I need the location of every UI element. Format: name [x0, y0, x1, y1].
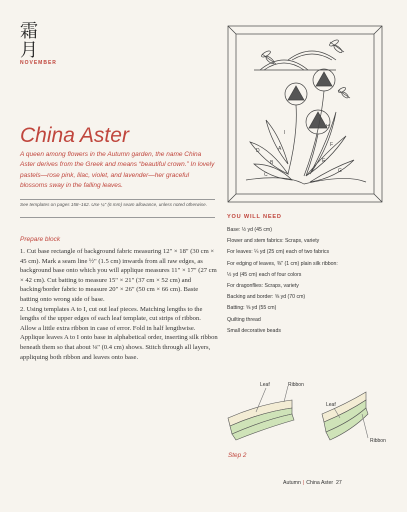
list-item: Backing and border: ⅝ yd (70 cm) [227, 294, 306, 301]
divider-bottom [20, 217, 215, 218]
dragonfly-icon [329, 39, 344, 54]
instruction-step: 2. Using templates A to I, cut out leaf pieces. Matching lengths to the lengths of the upper edges of each leaf template, cut strips of ribbon. Allow a little extra ribbon in case of error. Fold in half lengthwise. Applique leaves A to I onto base in alphabetical order, inserting silk ribbon beneath them so that about ⅛" (0.4 cm) shows. Stitch through all layers, appliquing both ribbon and leaves onto base. [20, 305, 218, 361]
diagram-caption: Step 2 [228, 452, 247, 459]
footer-separator: | [302, 480, 305, 486]
list-item: Flower and stem fabrics: Scraps, variety [227, 238, 320, 245]
diagram-label-ribbon: Ribbon [370, 438, 386, 444]
month-label: NOVEMBER [20, 60, 57, 66]
page-footer [283, 480, 342, 486]
list-item: For leaves: ¼ yd (25 cm) each of two fabrics [227, 249, 330, 256]
page-title: China Aster [20, 124, 129, 147]
supplies-list [227, 225, 387, 337]
list-item: Quilting thread [227, 316, 261, 323]
leaf-label: B [270, 160, 274, 166]
list-item: ½ yd (45 cm) each of four colors [227, 271, 302, 278]
leaf-label: F [330, 142, 334, 148]
divider-top [20, 199, 215, 200]
diagram-label-leaf: Leaf [260, 382, 270, 388]
supplies-heading: YOU WILL NEED [227, 214, 282, 220]
hill-shape [260, 60, 308, 70]
leaf-label: C [264, 172, 268, 178]
leaf-label: E [322, 158, 326, 164]
outer-border [228, 26, 382, 202]
diagram-label-leaf: Leaf [326, 402, 336, 408]
leaf-label: G [338, 168, 342, 174]
leaf-label: I [284, 130, 286, 136]
aster-block-illustration [226, 24, 384, 204]
instruction-step: 1. Cut base rectangle of background fabric measuring 12" × 18" (30 cm × 45 cm). Mark a seam line ½" (1.5 cm) inwards from all raw edges, as background base onto which you will applique measures 11" × 17" (27 cm × 42 cm). Cut batting to measure 15" × 21" (37 cm × 52 cm) and backing/border fabric to measure 20" × 26" (50 cm × 66 cm). Baste batting onto wrong side of base. [20, 248, 217, 303]
dragonfly-icon [261, 50, 276, 65]
list-item: For dragonflies: Scraps, variety [227, 282, 299, 289]
diagram-label-ribbon: Ribbon [288, 382, 304, 388]
leaf-label: H [326, 124, 330, 130]
leaf-label: D [256, 148, 260, 154]
page-number: 27 [335, 480, 342, 486]
intro-text: A queen among flowers in the Autumn garden, the name China Aster derives from the Greek and means “beautiful crown.” In lovely pastels—rose pink, lilac, violet, and lavender—her graceful blossoms sway in the falling leaves. [20, 151, 215, 189]
template-note: See templates on pages 158–162. Use ¼" (6 mm) seam allowance, unless noted otherwise. [20, 202, 208, 207]
instructions [20, 247, 218, 362]
leaf-label: A [278, 146, 282, 152]
list-item: Batting: ⅝ yd (55 cm) [227, 305, 277, 312]
footer-section: Autumn [283, 480, 301, 486]
step2-diagram [226, 374, 391, 456]
dragonfly-icon [338, 86, 350, 99]
section-heading: Prepare block [20, 236, 61, 243]
inner-border [236, 34, 374, 194]
list-item: Base: ½ yd (45 cm) [227, 227, 272, 233]
kanji-month-title: 霜月 [20, 21, 38, 61]
list-item: For edging of leaves, ⅜" (1 cm) plain silk ribbon: [227, 260, 338, 267]
footer-title: China Aster [306, 480, 334, 486]
list-item: Small decorative beads [227, 327, 281, 334]
